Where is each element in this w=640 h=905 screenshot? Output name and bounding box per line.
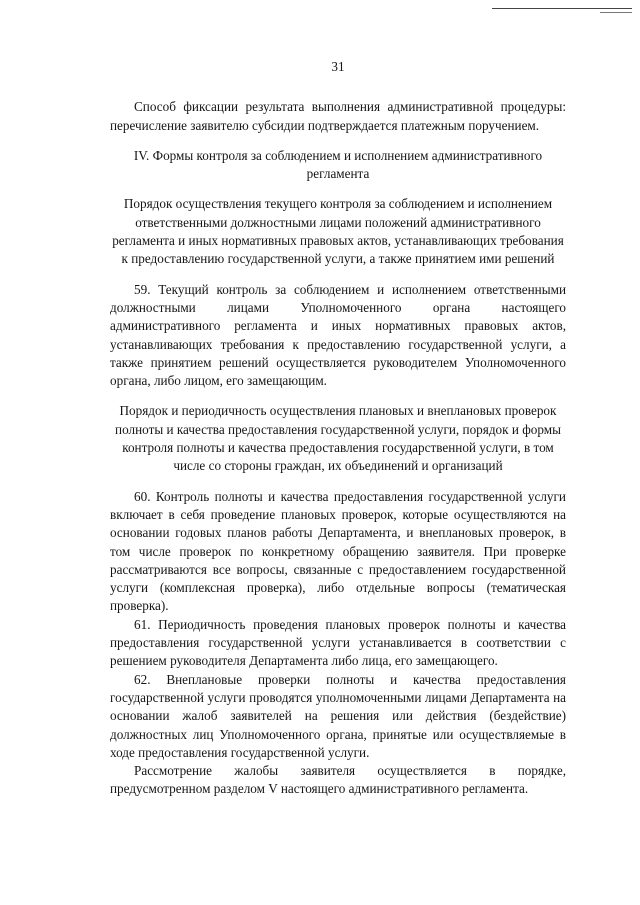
paragraph-59: 59. Текущий контроль за соблюдением и исполнением ответственными должностными лицами Уполномоченного органа настоящего административного регламента и иных нормативных правовых актов, устанавливающих требования к предоставлению государственной услуги, а также принятием решений осуществляется руководителем Уполномоченного органа, либо лицом, его замещающим. [110, 281, 566, 389]
document-page [110, 58, 566, 799]
page-number: 31 [331, 59, 345, 74]
subheading-current-control: Порядок осуществления текущего контроля за соблюдением и исполнением ответственными должностными лицами положений административного регламента и иных нормативных правовых актов, устанавливающих требования к предоставлению государственной услуги, а также принятием ими решений [112, 196, 564, 267]
header-rule-short [600, 12, 632, 13]
paragraph-61: 61. Периодичность проведения плановых проверок полноты и качества предоставления государственной услуги устанавливается в соответствии с решением руководителя Департамента либо лица, его замещающего. [110, 616, 566, 669]
paragraph-complaint: Рассмотрение жалобы заявителя осуществляется в порядке, предусмотренном разделом V настоящего административного регламента. [110, 763, 566, 797]
paragraph-62: 62. Внеплановые проверки полноты и качества предоставления государственной услуги проводятся уполномоченными лицами Департамента на основании жалоб заявителей на решения или действия (бездействие) должностных лиц Уполномоченного органа, принятые или осуществляемые в ходе предоставления государственной услуги. [110, 671, 566, 760]
section-heading-iv: IV. Формы контроля за соблюдением и исполнением административного регламента [133, 147, 543, 182]
paragraph-fixation: Способ фиксации результата выполнения административной процедуры: перечисление заявителю субсидии подтверждается платежным поручением. [110, 99, 566, 133]
header-rule [492, 8, 632, 9]
subheading-periodicity: Порядок и периодичность осуществления плановых и внеплановых проверок полноты и качества предоставления государственной услуги, порядок и формы контроля полноты и качества предоставления государственной услуги, в том числе со стороны граждан, их объединений и организаций [115, 403, 561, 474]
paragraph-60: 60. Контроль полноты и качества предоставления государственной услуги включает в себя проведение плановых проверок, которые осуществляются на основании годовых планов работы Департамента, и внеплановых проверок, в том числе проверок по конкретному обращению заявителя. При проверке рассматриваются все вопросы, связанные с предоставлением государственной услуги (комплексная проверка), либо отдельные вопросы (тематическая проверка). [110, 488, 566, 614]
